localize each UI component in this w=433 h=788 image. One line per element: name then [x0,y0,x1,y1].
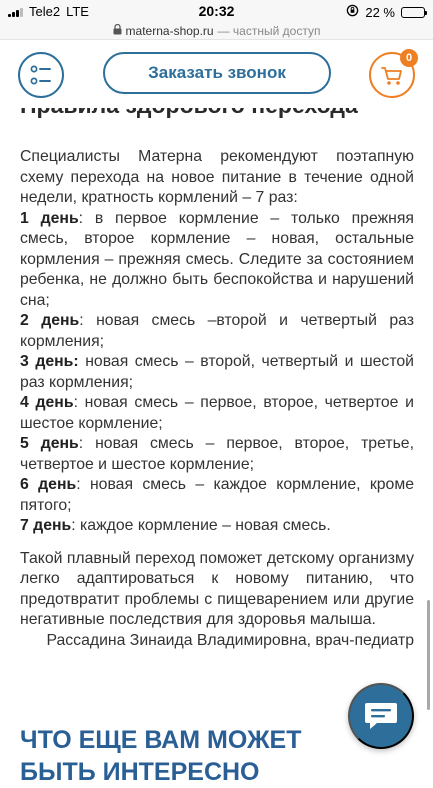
day-text: новая смесь – первое, второе, четвертое и шестое кормление; [20,394,414,432]
site-header [0,40,433,108]
call-request-button[interactable]: Заказать звонок [103,52,331,94]
related-section-title: ЧТО ЕЩЕ ВАМ МОЖЕТ БЫТЬ ИНТЕРЕСНО [20,726,302,786]
article-intro: Специалисты Матерна рекомендуют поэтапную схему перехода на новое питание в течение одной недели, кратность кормлений – 7 раз: [20,148,414,206]
day-text: новая смесь – каждое кормление, кроме пятого; [20,476,414,514]
carrier-name: Tele2 [29,4,61,19]
orientation-lock-icon [346,4,359,20]
url-bar[interactable] [0,22,433,40]
private-mode-label: — частный доступ [217,23,321,38]
page-scrollbar[interactable] [427,600,430,710]
day-item: 5 день: новая смесь – первое, второе, третье, четвертое и шестое кормление; [20,435,414,473]
chat-icon [363,699,399,733]
article-author: Рассадина Зинаида Владимировна, врач-педиатр [46,631,414,649]
lock-icon [113,24,122,38]
list-menu-icon [20,54,62,96]
status-bar [0,0,433,22]
day-label: 2 день [20,312,80,329]
cart-count-badge: 0 [400,49,418,67]
cart-button[interactable] [369,52,415,98]
article-conclusion: Такой плавный переход поможет детскому организму легко адаптироваться к новому питанию, что предотвратит проблемы с пищеварением или другие негативные последствия для здоровья малыша. [20,549,414,628]
url-domain: materna-shop.ru [125,23,214,38]
day-item [20,352,414,393]
day-label: 4 день [20,394,74,411]
day-item: 1 день: в первое кормление – только прежняя смесь, второе кормление – новая, остальные кормления – прежняя смесь. Следите за состоянием ребенка, не должно быть беспокойства и нарушений сна; [20,209,414,309]
article-body [20,147,414,651]
day-label: 7 день [20,517,72,534]
day-text: каждое кормление – новая смесь. [75,517,331,534]
status-right [346,4,425,20]
day-text: новая смесь –второй и четвертый раз кормления; [20,312,414,350]
day-text: новая смесь – первое, второе, третье, четвертое и шестое кормление; [20,435,414,473]
day-label: 5 день [20,435,79,452]
day-item: 7 день: каждое кормление – новая смесь. [20,517,331,534]
day-item: 6 день: новая смесь – каждое кормление, кроме пятого; [20,476,414,514]
day-label: 3 день: [20,353,79,370]
day-item: 4 день: новая смесь – первое, второе, четвертое и шестое кормление; [20,394,414,432]
day-label: 1 день [20,209,79,227]
battery-icon [401,7,425,18]
chat-button[interactable] [348,683,414,749]
clock: 20:32 [198,3,235,19]
menu-button[interactable] [18,52,64,98]
page-content [0,92,433,786]
day-item: 2 день: новая смесь –второй и четвертый раз кормления; [20,312,414,350]
day-text: новая смесь – второй, четвертый и шестой раз кормления; [20,353,414,391]
day-text: в первое кормление – только прежняя смесь, второе кормление – новая, остальные кормления – прежняя смесь. Следите за состоянием ребенка, не должно быть беспокойства и нарушений сна; [20,209,414,309]
battery-percent: 22 % [365,4,395,20]
network-type: LTE [66,4,89,19]
day-label: 6 день [20,476,77,493]
